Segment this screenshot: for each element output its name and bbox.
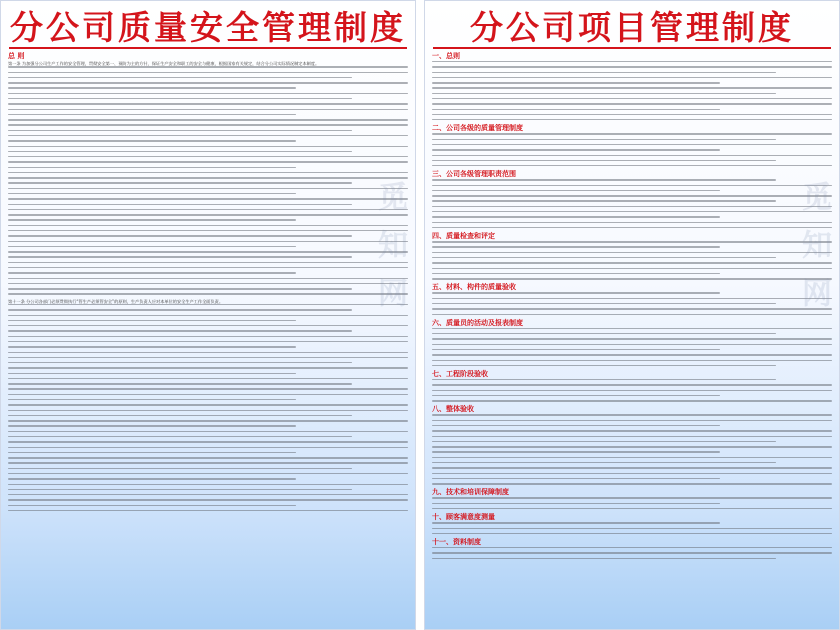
text-line (432, 93, 776, 94)
text-line (432, 441, 776, 442)
text-line (8, 388, 408, 389)
text-line (432, 195, 832, 196)
section-heading: 二、公司各级的质量管理制度 (432, 124, 523, 133)
text-line (8, 473, 408, 474)
watermark-text: 觅知网 (372, 181, 407, 325)
text-line (8, 119, 408, 120)
text-line (8, 420, 408, 421)
section-heading: 四、质量检查和评定 (432, 232, 495, 241)
text-line (432, 425, 720, 426)
text-line (8, 367, 408, 368)
text-line (432, 314, 832, 315)
text-line (8, 109, 408, 110)
left-poster-body (1, 52, 415, 511)
text-line (8, 82, 408, 83)
text-line (432, 246, 720, 247)
text-line (8, 484, 408, 485)
text-line (8, 172, 408, 173)
text-line (432, 160, 776, 161)
text-line (8, 415, 352, 416)
section-heading: 十、顾客满意度测量 (432, 513, 495, 522)
text-line (8, 278, 408, 279)
text-line-block (8, 304, 408, 511)
text-line (432, 109, 720, 110)
text-line (432, 119, 832, 120)
text-line (432, 467, 832, 468)
text-line (8, 177, 408, 178)
text-line (432, 98, 832, 99)
section-heading: 一、总则 (432, 52, 460, 60)
text-line (432, 414, 832, 415)
text-line (432, 144, 832, 145)
text-line (8, 235, 352, 236)
section-heading: 五、材料、构件的质量验收 (432, 283, 516, 292)
text-line (8, 399, 296, 400)
text-line (8, 346, 296, 347)
text-line (432, 72, 776, 73)
text-line (432, 384, 832, 385)
text-line (8, 256, 352, 257)
text-line (432, 436, 832, 437)
text-line (8, 167, 296, 168)
text-line (8, 251, 408, 252)
text-line (8, 336, 408, 337)
section-heading: 六、质量员的活动及报表制度 (432, 318, 523, 327)
text-line (8, 72, 408, 73)
text-line (8, 373, 296, 374)
text-line-block (432, 497, 832, 509)
text-line (8, 320, 296, 321)
text-line-block (432, 522, 832, 534)
text-line (8, 204, 352, 205)
text-line (8, 304, 408, 305)
text-line (432, 139, 776, 140)
text-line (432, 292, 720, 293)
text-line (432, 395, 720, 396)
text-line (432, 451, 720, 452)
left-poster-panel (0, 0, 416, 630)
text-line (432, 483, 832, 484)
text-line (432, 390, 832, 391)
text-line (432, 528, 832, 529)
text-line (8, 452, 296, 453)
right-poster-panel (424, 0, 840, 630)
text-line (8, 383, 352, 384)
text-line (8, 283, 408, 284)
text-line (432, 497, 832, 498)
text-line (432, 462, 776, 463)
text-line (8, 198, 408, 199)
text-line (8, 431, 408, 432)
text-line (432, 338, 832, 339)
text-line (432, 155, 832, 156)
text-line (432, 508, 832, 509)
text-line (432, 222, 832, 223)
text-line-block (432, 547, 832, 559)
text-line (8, 357, 408, 358)
section-heading: 九、技术和培训保障制度 (432, 488, 509, 497)
text-line (8, 135, 408, 136)
text-line-block (432, 179, 832, 228)
text-line (8, 272, 296, 273)
text-line (432, 303, 776, 304)
text-line-block (432, 292, 832, 315)
text-line (432, 66, 832, 67)
text-line (432, 328, 832, 329)
right-poster-title: 分公司项目管理制度 (470, 7, 794, 47)
text-line (432, 227, 832, 228)
text-line (432, 360, 832, 361)
text-line (432, 365, 776, 366)
section-heading: 八、整体验收 (432, 405, 474, 414)
text-line (8, 124, 408, 125)
text-line (432, 420, 832, 421)
text-line (432, 278, 832, 279)
text-line (432, 333, 776, 334)
text-line (432, 344, 832, 345)
left-poster-title: 分公司质量安全管理制度 (10, 7, 406, 47)
text-line (8, 494, 408, 495)
text-line (8, 447, 408, 448)
text-line (8, 188, 408, 189)
text-line (8, 462, 408, 463)
text-line (8, 241, 408, 242)
text-line (432, 200, 776, 201)
text-line (8, 66, 408, 67)
text-line (8, 161, 408, 162)
text-line (432, 262, 832, 263)
section-heading: 总 则 (8, 52, 25, 60)
text-line (8, 87, 296, 88)
text-line (432, 457, 832, 458)
text-line (432, 241, 832, 242)
text-line-block (432, 414, 832, 484)
text-line (432, 547, 832, 548)
text-line (432, 379, 776, 380)
text-line (432, 165, 832, 166)
text-line (8, 478, 296, 479)
watermark-text: 觅知网 (796, 181, 831, 325)
text-line (432, 558, 776, 559)
text-line (432, 308, 832, 309)
text-line (432, 354, 832, 355)
text-line (432, 82, 720, 83)
text-line (432, 185, 832, 186)
text-line (8, 93, 408, 94)
text-line (432, 103, 832, 104)
text-line (8, 230, 408, 231)
text-line (8, 77, 352, 78)
text-line (432, 268, 832, 269)
text-line-block (432, 379, 832, 402)
text-line (432, 114, 832, 115)
text-line (432, 77, 832, 78)
section-paragraph: 第十一条 分公司各部门必须贯彻执行“管生产必须管安全”的原则，生产负责人应对本单位的安全生产工作全面负责。 (8, 298, 224, 304)
text-line (8, 182, 352, 183)
text-line-block (8, 66, 408, 294)
text-line (8, 246, 296, 247)
text-line (8, 140, 296, 141)
text-line (432, 206, 832, 207)
text-line-block (432, 241, 832, 279)
text-line (432, 473, 832, 474)
text-line (8, 262, 408, 263)
text-line (432, 273, 720, 274)
text-line-block (432, 133, 832, 166)
text-line (8, 394, 408, 395)
text-line (432, 179, 776, 180)
text-line (8, 362, 352, 363)
text-line (432, 298, 832, 299)
text-line (8, 209, 408, 210)
section-heading: 七、工程阶段验收 (432, 370, 488, 379)
text-line (8, 156, 408, 157)
text-line (432, 216, 720, 217)
text-line (432, 522, 720, 523)
section-heading: 十一、资料制度 (432, 538, 481, 547)
text-line (8, 489, 352, 490)
text-line (432, 446, 832, 447)
text-line (432, 252, 832, 253)
text-line (8, 293, 408, 294)
text-line-block (432, 61, 832, 120)
text-line (432, 133, 832, 134)
text-line (432, 87, 832, 88)
text-line (8, 325, 408, 326)
text-line (8, 288, 352, 289)
text-line (8, 404, 408, 405)
text-line (432, 533, 832, 534)
text-line (432, 430, 832, 431)
text-line (432, 503, 720, 504)
text-line (8, 151, 352, 152)
text-line (8, 267, 408, 268)
text-line (8, 214, 408, 215)
text-line (8, 309, 352, 310)
text-line (8, 510, 408, 511)
text-line (8, 341, 408, 342)
text-line (8, 436, 352, 437)
text-line (8, 505, 296, 506)
text-line (8, 193, 296, 194)
text-line (432, 400, 832, 401)
text-line (432, 149, 720, 150)
text-line (8, 441, 408, 442)
text-line (8, 425, 296, 426)
text-line (8, 98, 352, 99)
text-line-block (432, 328, 832, 366)
text-line (8, 114, 296, 115)
text-line (432, 349, 720, 350)
text-line (8, 130, 352, 131)
text-line (432, 211, 832, 212)
text-line (8, 330, 352, 331)
section-heading: 三、公司各级管理职责范围 (432, 170, 516, 179)
text-line (8, 499, 408, 500)
text-line (432, 552, 832, 553)
text-line (8, 103, 408, 104)
text-line (8, 225, 408, 226)
section-paragraph: 第一条 为加强分公司生产工作的安全管理，贯彻安全第一、预防为主的方针，保证生产安全和职工的安全与健康，根据国家有关规定，结合分公司实际情况制定本制度。 (8, 61, 320, 66)
text-line (432, 478, 720, 479)
text-line (432, 61, 832, 62)
right-poster-body (425, 52, 839, 559)
text-line (8, 468, 352, 469)
text-line (8, 146, 408, 147)
text-line (8, 315, 408, 316)
text-line (8, 352, 408, 353)
text-line (432, 190, 720, 191)
text-line (432, 257, 776, 258)
text-line (8, 410, 408, 411)
text-line (8, 219, 296, 220)
text-line (8, 378, 408, 379)
text-line (8, 457, 408, 458)
